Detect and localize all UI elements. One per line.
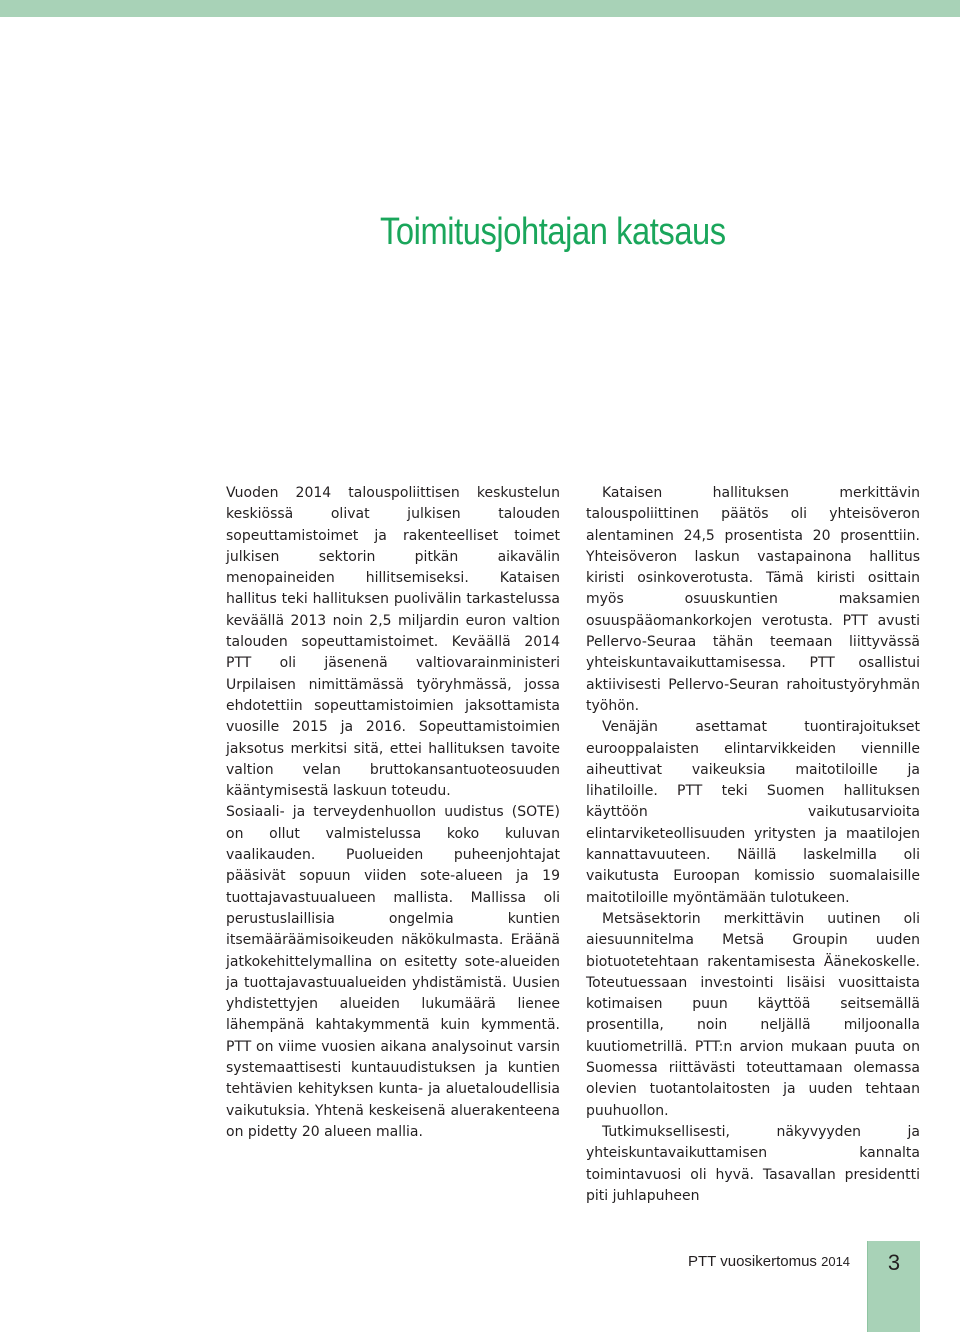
right-paragraph-3: Metsäsektorin merkittävin uutinen oli aiesuunnitelma Metsä Groupin uuden biotuotetehtaan rakentamisesta Äänekoskelle. Toteutuessaan investointi lisäisi vuosittaista kotimaisen puun käyttöä seitsemällä prosentilla, noin neljällä miljoonalla kuutiometrillä. PTT:n arvion mukaan puuta on Suomessa riittävästi toteuttamaan olemassa olevien tuotantolaitosten ja uuden tehtaan puuhuollon. bbox=[586, 910, 920, 1119]
page-title: Toimitusjohtajan katsaus bbox=[380, 211, 726, 253]
right-paragraph-1: Kataisen hallituksen merkittävin talouspoliittinen päätös oli yhteisöveron alentaminen 24,5 prosentista 20 prosenttiin. Yhteisöveron laskun vastapainona hallitus kiristi osinkoverotusta. Tämä kiristi osittain myös osuuskuntien maksamien osuuspääomankorkojen verotusta. PTT avusti Pellervo-Seuraa tähän teemaan liittyvässä yhteiskuntavaikuttamisessa. PTT osallistui aktiivisesti Pellervo-Seuran rahoitustyöryhmän työhön. bbox=[586, 485, 920, 714]
footer-publication bbox=[688, 1252, 850, 1272]
footer-year: 2014 bbox=[821, 1254, 851, 1269]
right-paragraph-2: Venäjän asettamat tuontirajoitukset eurooppalaisten elintarvikkeiden viennille aiheuttivat vaikeuksia maitotiloille ja lihatiloille. PTT teki Suomen hallituksen käyttöön vaikutusarvioita elintarviketeollisuuden yritysten ja maatilojen kannattavuuteen. Näillä laskelmilla oli vaikutusta Euroopan komissio suomalaisille maitotiloille myöntämään tulotukeen. bbox=[586, 719, 920, 906]
page-number-tab bbox=[867, 1241, 920, 1332]
top-color-band bbox=[0, 0, 960, 17]
page-number: 3 bbox=[887, 1250, 901, 1275]
right-paragraph-4: Tutkimuksellisesti, näkyvyyden ja yhteiskuntavaikuttamisen kannalta toimintavuosi oli hyvä. Tasavallan presidentti piti juhlapuheen bbox=[586, 1123, 920, 1204]
left-paragraph-2: Sosiaali- ja terveydenhuollon uudistus (SOTE) on ollut valmistelussa koko kuluvan vaalikauden. Puolueiden puheenjohtajat pääsivät sopuun viiden sote-alueen ja 19 tuottajavastuualueen mallista. Mallissa oli perustuslaillisia ongelmia kuntien itsemääräämisoikeuden näkökulmasta. Eräänä jatkokehittelymallina on esitetty sote-alueiden ja tuottajavastuualueiden yhdistämistä. Uusien yhdistettyjen alueiden lukumäärä lienee lähempänä kahtakymmentä kuin kymmentä. PTT on viime vuosien aikana analysoinut varsin systemaattisesti kuntauudistuksen ja kuntien tehtävien kehityksen kunta- ja aluetaloudellisia vaikutuksia. Yhtenä keskeisenä aluerakenteena on pidetty 20 alueen mallia. bbox=[226, 804, 560, 1140]
footer-publication-name: PTT vuosikertomus bbox=[688, 1253, 817, 1270]
left-text-column bbox=[226, 483, 560, 1143]
left-paragraph-1: Vuoden 2014 talouspoliittisen keskustelun keskiössä olivat julkisen talouden sopeuttamistoimet ja rakenteelliset toimet julkisen sektorin pitkän aikavälin menopaineiden hillitsemiseksi. Kataisen hallitus teki hallituksen puolivälin tarkastelussa keväällä 2013 noin 2,5 miljardin euron valtion talouden sopeuttamistoimet. Keväällä 2014 PTT oli jäsenenä valtiovarainministeri Urpilaisen nimittämässä työryhmässä, jossa ehdotettiin sopeuttamistoimien jaksottamista vuosille 2015 ja 2016. Sopeuttamistoimien jaksotus merkitsi sitä, ettei hallituksen tavoite valtion velan bruttokansantuoteosuuden kääntymisestä laskuun toteudu. bbox=[226, 485, 560, 800]
right-text-column bbox=[586, 483, 920, 1207]
